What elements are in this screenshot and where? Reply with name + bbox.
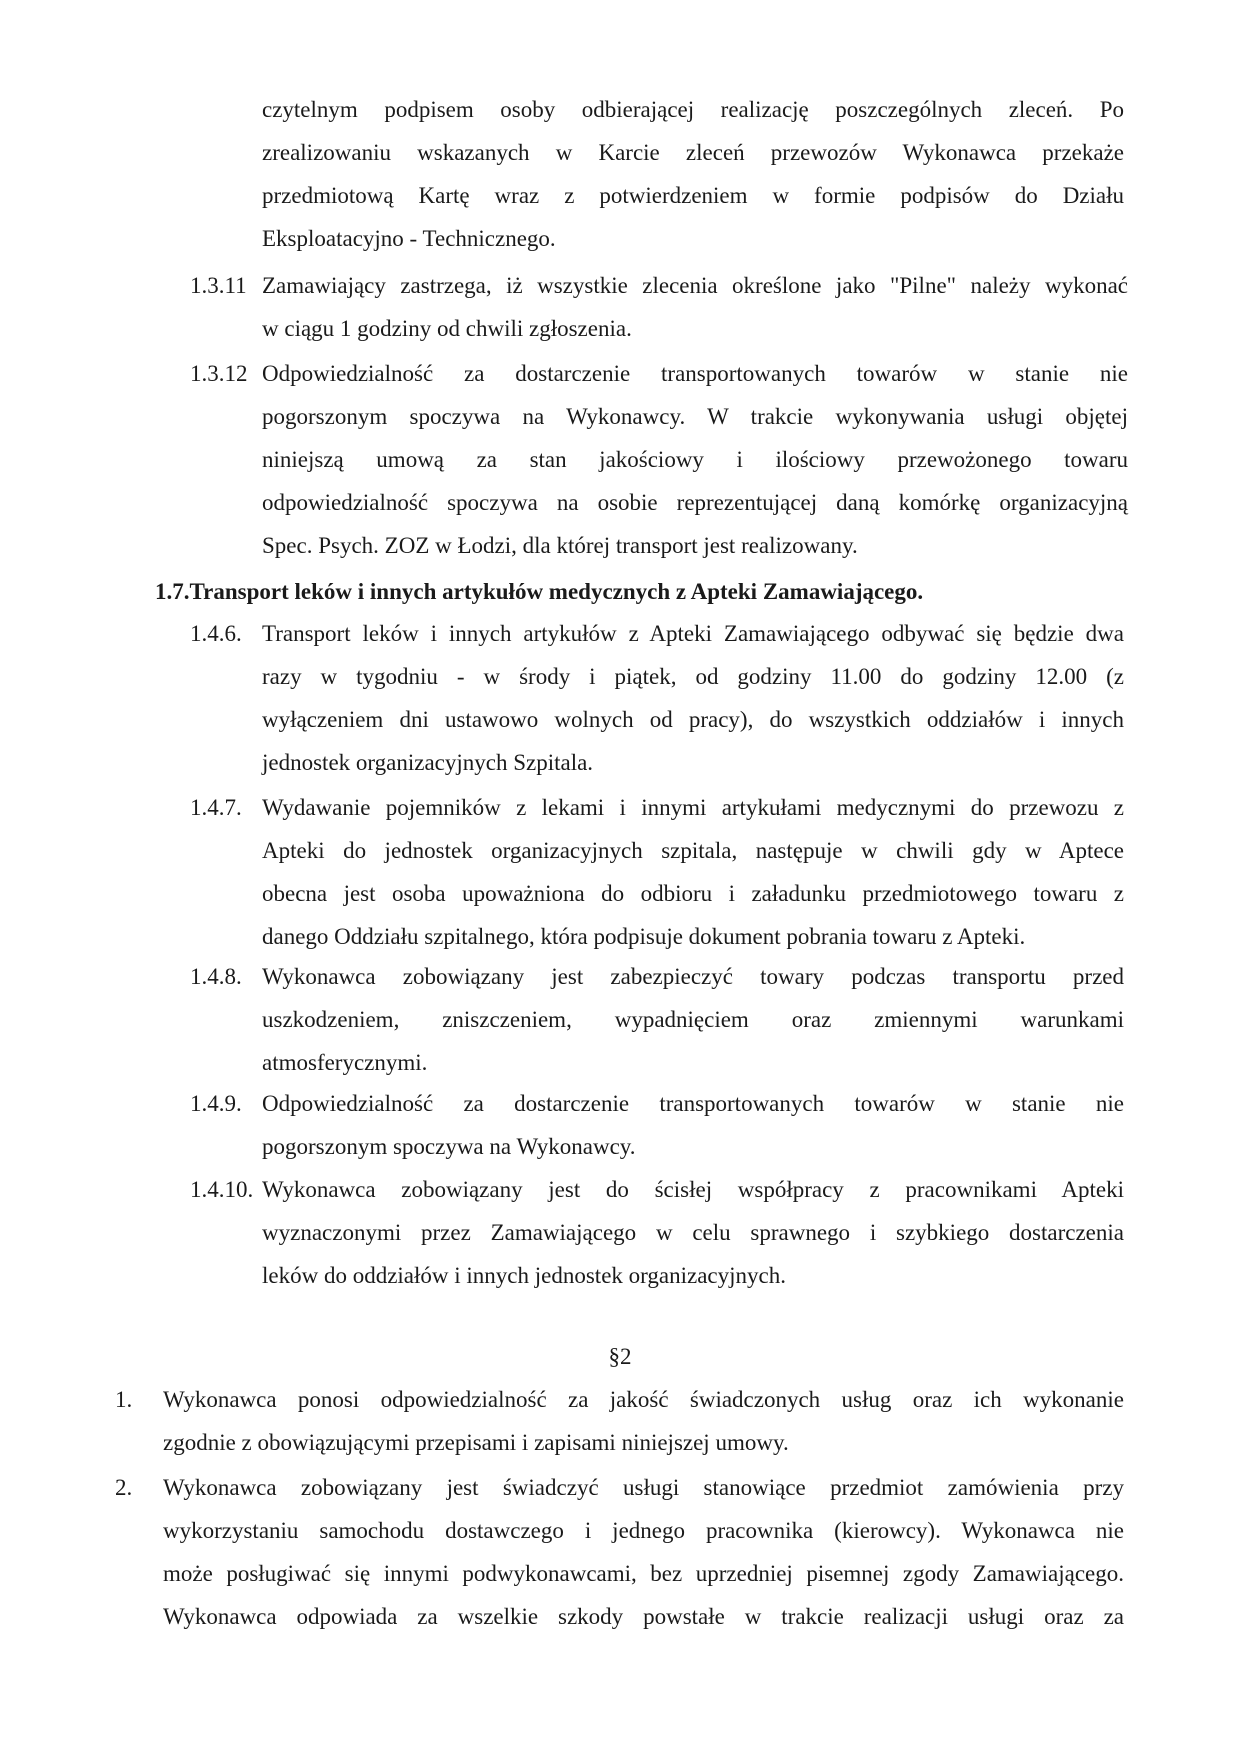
text-line: pogorszonym spoczywa na Wykonawcy. [262, 1134, 636, 1159]
text-line: w ciągu 1 godziny od chwili zgłoszenia. [262, 316, 632, 341]
text-line: Odpowiedzialność za dostarczenie transportowanych towarów w stanie nie [262, 361, 1128, 386]
text-line: odpowiedzialność spoczywa na osobie reprezentującej daną komórkę organizacyjną [262, 490, 1128, 515]
text-line: wykorzystaniu samochodu dostawczego i jednego pracownika (kierowcy). Wykonawca nie [163, 1518, 1124, 1543]
text-line: Odpowiedzialność za dostarczenie transportowanych towarów w stanie nie [262, 1091, 1124, 1116]
item-1-4-7-text [262, 786, 1124, 958]
text-line: Transport leków i innych artykułów z Apteki Zamawiającego odbywać się będzie dwa [262, 621, 1124, 646]
item-number: 1.4.10. [190, 1177, 254, 1202]
text-line: wyłączeniem dni ustawowo wolnych od pracy), do wszystkich oddziałów i innych [262, 707, 1124, 732]
text-line: przedmiotową Kartę wraz z potwierdzeniem w formie podpisów do Działu [262, 183, 1124, 208]
text-line: atmosferycznymi. [262, 1050, 428, 1075]
section-2-item-2-text [163, 1466, 1124, 1638]
text-line: Spec. Psych. ZOZ w Łodzi, dla której transport jest realizowany. [262, 533, 858, 558]
item-number: 2. [115, 1475, 133, 1500]
item-1-4-6-text [262, 612, 1124, 784]
text-line: Wykonawca zobowiązany jest do ścisłej współpracy z pracownikami Apteki [262, 1177, 1124, 1202]
item-number: 1.4.7. [190, 795, 242, 820]
text-line: pogorszonym spoczywa na Wykonawcy. W trakcie wykonywania usługi objętej [262, 404, 1128, 429]
text-line: leków do oddziałów i innych jednostek organizacyjnych. [262, 1263, 786, 1288]
text-line: Eksploatacyjno - Technicznego. [262, 226, 556, 251]
text-line: Wykonawca ponosi odpowiedzialność za jakość świadczonych usług oraz ich wykonanie [163, 1387, 1124, 1412]
text-line: uszkodzeniem, zniszczeniem, wypadnięciem oraz zmiennymi warunkami [262, 1007, 1124, 1032]
section-2-item-1-text [163, 1378, 1124, 1464]
item-1-4-8-text [262, 955, 1124, 1084]
text-line: Wykonawca zobowiązany jest zabezpieczyć towary podczas transportu przed [262, 964, 1124, 989]
item-1-4-10-text [262, 1168, 1124, 1297]
text-line: wyznaczonymi przez Zamawiającego w celu sprawnego i szybkiego dostarczenia [262, 1220, 1124, 1245]
item-1-4-9-text [262, 1082, 1124, 1168]
text-line: zrealizowaniu wskazanych w Karcie zleceń przewozów Wykonawca przekaże [262, 140, 1124, 165]
item-number: 1. [115, 1387, 133, 1412]
item-1-3-12-text [262, 352, 1128, 567]
item-number: 1.4.8. [190, 964, 242, 989]
item-number: 1.4.9. [190, 1091, 242, 1116]
item-number: 1.4.6. [190, 621, 242, 646]
text-line: Wykonawca odpowiada za wszelkie szkody powstałe w trakcie realizacji usługi oraz za [163, 1604, 1124, 1629]
item-number: 1.3.12 [190, 361, 248, 386]
text-line: zgodnie z obowiązującymi przepisami i zapisami niniejszej umowy. [163, 1430, 789, 1455]
text-line: Apteki do jednostek organizacyjnych szpitala, następuje w chwili gdy w Aptece [262, 838, 1124, 863]
item-number: 1.3.11 [190, 273, 247, 298]
text-line: Wydawanie pojemników z lekami i innymi artykułami medycznymi do przewozu z [262, 795, 1124, 820]
text-line: jednostek organizacyjnych Szpitala. [262, 750, 594, 775]
text-line: Zamawiający zastrzega, iż wszystkie zlecenia określone jako "Pilne" należy wykonać [262, 273, 1128, 298]
text-line: danego Oddziału szpitalnego, która podpisuje dokument pobrania towaru z Apteki. [262, 924, 1026, 949]
text-line: czytelnym podpisem osoby odbierającej realizację poszczególnych zleceń. Po [262, 97, 1124, 122]
intro-paragraph [262, 88, 1124, 260]
text-line: może posługiwać się innymi podwykonawcami, bez uprzedniej pisemnej zgody Zamawiającego. [163, 1561, 1124, 1586]
text-line: Wykonawca zobowiązany jest świadczyć usługi stanowiące przedmiot zamówienia przy [163, 1475, 1124, 1500]
text-line: razy w tygodniu - w środy i piątek, od godziny 11.00 do godziny 12.00 (z [262, 664, 1124, 689]
text-line: niniejszą umową za stan jakościowy i ilościowy przewożonego towaru [262, 447, 1128, 472]
item-1-3-11-text [262, 264, 1128, 350]
section-heading-1-7: 1.7.Transport leków i innych artykułów medycznych z Apteki Zamawiającego. [155, 579, 924, 604]
section-2-title: §2 [608, 1344, 632, 1369]
text-line: obecna jest osoba upoważniona do odbioru i załadunku przedmiotowego towaru z [262, 881, 1124, 906]
